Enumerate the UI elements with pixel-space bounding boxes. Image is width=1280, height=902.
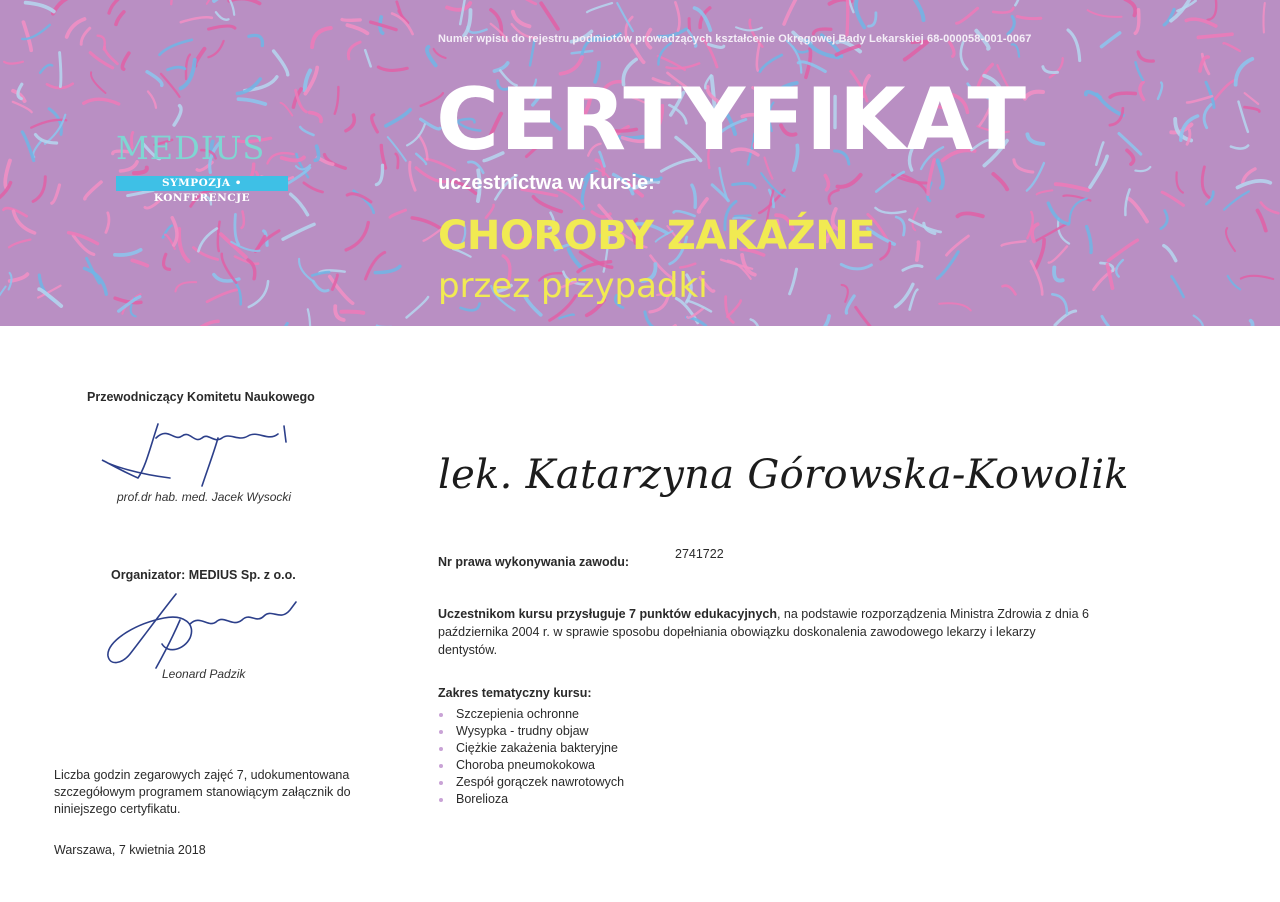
pattern-squiggle — [1162, 192, 1183, 205]
pattern-squiggle — [1231, 146, 1248, 149]
pattern-squiggle — [508, 0, 536, 4]
pattern-squiggle — [221, 234, 246, 257]
pattern-squiggle — [346, 223, 368, 250]
registry-number: Numer wpisu do rejestru podmiotów prowadzących kształcenie Okręgowej Bady Lekarskiej 68-000058-001-0067 — [438, 33, 1032, 45]
pattern-squiggle — [910, 290, 918, 310]
list-item: Choroba pneumokokowa — [438, 757, 624, 774]
pattern-squiggle — [0, 287, 6, 318]
pattern-squiggle — [4, 62, 23, 64]
pattern-squiggle — [348, 42, 360, 59]
pattern-squiggle — [1043, 67, 1058, 73]
pattern-squiggle — [239, 99, 266, 104]
pattern-squiggle — [460, 0, 466, 24]
pattern-squiggle — [181, 17, 212, 22]
list-item: Ciężkie zakażenia bakteryjne — [438, 740, 624, 757]
pattern-squiggle — [842, 285, 848, 302]
pattern-squiggle — [787, 41, 801, 73]
pattern-squiggle — [341, 312, 363, 313]
pattern-squiggle — [1245, 93, 1259, 104]
pattern-squiggle — [342, 20, 360, 21]
pattern-squiggle — [1194, 316, 1204, 326]
pattern-squiggle — [1055, 311, 1076, 325]
pattern-squiggle — [1008, 16, 1014, 34]
pattern-squiggle — [1037, 190, 1053, 194]
medius-logo — [116, 128, 296, 204]
pattern-squiggle — [541, 3, 558, 29]
organizer-signature — [104, 584, 304, 670]
pattern-squiggle — [310, 113, 321, 122]
pattern-squiggle — [377, 326, 392, 327]
pattern-squiggle — [1161, 211, 1167, 229]
pattern-squiggle — [84, 99, 119, 104]
pattern-squiggle — [939, 303, 971, 310]
pattern-squiggle — [856, 307, 874, 326]
pattern-squiggle — [559, 315, 574, 319]
topics-list — [438, 706, 624, 808]
pattern-squiggle — [209, 26, 235, 29]
pattern-squiggle — [957, 8, 978, 23]
pattern-squiggle — [958, 213, 983, 216]
pattern-squiggle — [91, 72, 106, 93]
pattern-squiggle — [829, 190, 839, 203]
pattern-squiggle — [1069, 199, 1086, 224]
pattern-squiggle — [1176, 172, 1182, 192]
pattern-squiggle — [1258, 211, 1266, 231]
organizer-name: Leonard Padzik — [162, 667, 246, 681]
pattern-squiggle — [1263, 3, 1264, 33]
pattern-squiggle — [1017, 16, 1041, 18]
pattern-squiggle — [40, 65, 52, 73]
course-subtitle: przez przypadki — [438, 266, 708, 306]
pattern-squiggle — [172, 218, 177, 245]
pattern-squiggle — [98, 36, 105, 50]
pattern-squiggle — [85, 268, 107, 294]
pattern-squiggle — [218, 222, 220, 251]
pattern-squiggle — [1003, 286, 1016, 295]
pattern-squiggle — [1054, 268, 1063, 281]
pattern-squiggle — [372, 115, 378, 132]
pattern-squiggle — [675, 2, 679, 30]
pattern-squiggle — [847, 0, 848, 35]
pattern-squiggle — [219, 0, 234, 15]
pattern-squiggle — [1049, 246, 1067, 262]
pattern-squiggle — [876, 172, 904, 192]
committee-name: prof.dr hab. med. Jacek Wysocki — [117, 490, 292, 504]
list-item: Wysypka - trudny objaw — [438, 723, 624, 740]
pattern-squiggle — [1138, 52, 1153, 61]
pattern-squiggle — [645, 312, 657, 326]
pattern-squiggle — [132, 260, 147, 265]
pattern-squiggle — [1140, 82, 1144, 99]
pattern-squiggle — [234, 281, 241, 304]
pattern-squiggle — [371, 22, 397, 30]
pattern-squiggle — [148, 92, 156, 108]
pattern-squiggle — [875, 208, 905, 213]
pattern-squiggle — [784, 0, 799, 24]
logo-tagline: SYMPOZJA • KONFERENCJE — [116, 176, 288, 191]
pattern-squiggle — [216, 12, 229, 20]
pattern-squiggle — [300, 127, 313, 135]
pattern-squiggle — [410, 162, 415, 190]
pattern-squiggle — [312, 272, 329, 275]
pattern-squiggle — [1086, 92, 1100, 97]
pattern-squiggle — [26, 3, 54, 12]
pattern-squiggle — [33, 140, 41, 157]
pattern-squiggle — [727, 301, 740, 317]
pattern-squiggle — [198, 229, 216, 252]
pattern-squiggle — [313, 281, 328, 291]
pattern-squiggle — [790, 269, 797, 294]
pattern-squiggle — [1108, 240, 1137, 260]
pattern-squiggle — [160, 40, 192, 55]
pattern-squiggle — [222, 254, 236, 283]
pattern-squiggle — [1172, 276, 1184, 297]
pattern-squiggle — [1002, 241, 1026, 245]
pattern-squiggle — [1052, 294, 1067, 313]
points-statement-rest: , na podstawie rozporządzenia Ministra Zdrowia z dnia 6 października 2004 r. w sprawie sposobu dopełniania obowiązku doskonalenia zawodowego lekarzy i lekarzy dentystów. — [438, 607, 1089, 657]
pattern-squiggle — [116, 12, 124, 24]
pattern-squiggle — [1127, 150, 1134, 164]
license-number: 2741722 — [675, 547, 724, 561]
certificate-subtitle: uczestnictwa w kursie: — [438, 172, 655, 194]
pattern-squiggle — [23, 22, 31, 50]
pattern-squiggle — [817, 316, 829, 326]
pattern-squiggle — [1136, 62, 1143, 80]
pattern-squiggle — [1158, 83, 1162, 99]
pattern-squiggle — [1032, 224, 1038, 241]
pattern-squiggle — [308, 309, 310, 326]
pattern-squiggle — [176, 282, 197, 291]
pattern-squiggle — [1186, 19, 1216, 26]
pattern-squiggle — [335, 87, 339, 114]
pattern-squiggle — [168, 67, 185, 70]
pattern-squiggle — [757, 44, 760, 71]
pattern-squiggle — [1110, 93, 1135, 97]
pattern-squiggle — [200, 321, 218, 326]
points-statement-bold: Uczestnikom kursu przysługuje 7 punktów edukacyjnych — [438, 607, 777, 621]
pattern-squiggle — [1025, 92, 1043, 99]
pattern-squiggle — [1245, 107, 1260, 111]
pattern-squiggle — [1164, 246, 1176, 261]
pattern-squiggle — [238, 79, 261, 94]
organizer-heading: Organizator: MEDIUS Sp. z o.o. — [111, 568, 296, 582]
pattern-squiggle — [194, 248, 218, 260]
pattern-squiggle — [376, 165, 382, 184]
pattern-squiggle — [249, 281, 268, 307]
pattern-squiggle — [1202, 167, 1209, 198]
pattern-squiggle — [434, 49, 446, 58]
committee-signature — [98, 408, 308, 490]
logo-name: MEDIUS — [116, 129, 266, 167]
pattern-squiggle — [733, 183, 756, 187]
pattern-squiggle — [856, 1, 865, 28]
pattern-squiggle — [81, 28, 90, 44]
pattern-squiggle — [1050, 58, 1063, 77]
pattern-squiggle — [13, 102, 32, 112]
pattern-squiggle — [365, 50, 371, 66]
hours-note: Liczba godzin zegarowych zajęć 7, udokumentowana szczegółowym programem stanowiącym załącznik do niniejszego certyfikatu. — [54, 768, 351, 816]
certificate-banner — [0, 0, 1280, 326]
pattern-squiggle — [249, 35, 263, 45]
pattern-squiggle — [161, 74, 180, 97]
pattern-squiggle — [825, 176, 828, 190]
pattern-squiggle — [346, 115, 354, 131]
pattern-squiggle — [195, 49, 204, 66]
committee-heading: Przewodniczący Komitetu Naukowego — [87, 390, 315, 404]
pattern-squiggle — [105, 47, 118, 64]
pattern-squiggle — [1236, 59, 1253, 85]
pattern-squiggle — [207, 290, 237, 302]
pattern-squiggle — [378, 67, 407, 70]
pattern-squiggle — [164, 254, 170, 269]
pattern-squiggle — [1015, 0, 1020, 5]
pattern-squiggle — [304, 183, 323, 192]
pattern-squiggle — [838, 175, 861, 187]
topics-heading: Zakres tematyczny kursu: — [438, 686, 592, 700]
pattern-squiggle — [961, 42, 968, 69]
pattern-squiggle — [390, 210, 406, 217]
pattern-squiggle — [513, 12, 530, 26]
pattern-squiggle — [1125, 0, 1135, 15]
pattern-squiggle — [447, 3, 470, 10]
pattern-squiggle — [468, 27, 487, 33]
pattern-squiggle — [1135, 167, 1150, 171]
pattern-squiggle — [1226, 228, 1235, 251]
pattern-squiggle — [60, 53, 61, 87]
pattern-squiggle — [22, 132, 33, 161]
pattern-squiggle — [909, 0, 923, 20]
pattern-squiggle — [993, 8, 1013, 13]
pattern-squiggle — [692, 185, 695, 207]
list-item: Zespół gorączek nawrotowych — [438, 774, 624, 791]
pattern-squiggle — [1087, 227, 1092, 253]
pattern-squiggle — [52, 185, 60, 203]
pattern-squiggle — [869, 13, 876, 26]
course-title: CHOROBY ZAKAŹNE — [438, 213, 876, 259]
pattern-squiggle — [347, 25, 367, 33]
pattern-squiggle — [1224, 191, 1249, 209]
pattern-squiggle — [1125, 189, 1129, 215]
pattern-squiggle — [407, 297, 429, 318]
pattern-squiggle — [109, 0, 131, 13]
pattern-squiggle — [1128, 198, 1148, 222]
pattern-squiggle — [366, 252, 385, 279]
participant-name: lek. Katarzyna Górowska-Kowolik — [438, 452, 1129, 498]
pattern-squiggle — [903, 266, 922, 271]
pattern-squiggle — [1027, 163, 1044, 191]
pattern-squiggle — [937, 252, 958, 279]
pattern-squiggle — [1187, 96, 1212, 102]
pattern-squiggle — [375, 266, 400, 272]
pattern-squiggle — [9, 240, 30, 248]
pattern-squiggle — [235, 214, 239, 244]
pattern-squiggle — [67, 19, 85, 37]
pattern-squiggle — [881, 243, 890, 259]
pattern-squiggle — [1208, 1, 1217, 20]
pattern-squiggle — [69, 233, 98, 244]
license-label: Nr prawa wykonywania zawodu: — [438, 555, 630, 569]
pattern-squiggle — [122, 53, 128, 69]
pattern-squiggle — [242, 212, 244, 228]
pattern-squiggle — [587, 3, 612, 12]
pattern-squiggle — [1048, 203, 1068, 224]
pattern-squiggle — [1035, 240, 1044, 270]
pattern-squiggle — [208, 41, 223, 57]
pattern-squiggle — [699, 199, 707, 212]
pattern-squiggle — [1116, 260, 1123, 277]
points-statement — [438, 605, 1098, 659]
pattern-squiggle — [1228, 276, 1240, 290]
pattern-squiggle — [1096, 143, 1103, 165]
pattern-squiggle — [170, 0, 172, 4]
pattern-squiggle — [386, 110, 410, 126]
pattern-squiggle — [53, 0, 83, 14]
pattern-squiggle — [736, 27, 762, 30]
pattern-squiggle — [282, 324, 288, 327]
pattern-squiggle — [1012, 44, 1019, 56]
pattern-squiggle — [115, 250, 141, 255]
pattern-squiggle — [751, 319, 761, 326]
pattern-squiggle — [726, 297, 734, 323]
pattern-squiggle — [283, 224, 314, 239]
pattern-squiggle — [1249, 321, 1252, 326]
place-and-date: Warszawa, 7 kwietnia 2018 — [54, 843, 206, 857]
pattern-squiggle — [841, 264, 871, 269]
pattern-squiggle — [229, 0, 259, 4]
pattern-squiggle — [1261, 203, 1278, 214]
pattern-squiggle — [347, 194, 371, 202]
pattern-squiggle — [917, 242, 919, 260]
pattern-squiggle — [1187, 130, 1190, 144]
pattern-squiggle — [913, 208, 918, 230]
pattern-squiggle — [896, 217, 904, 235]
pattern-squiggle — [147, 72, 162, 86]
pattern-squiggle — [274, 51, 288, 75]
pattern-squiggle — [106, 213, 109, 233]
pattern-squiggle — [1241, 276, 1273, 279]
pattern-squiggle — [1215, 80, 1236, 99]
pattern-squiggle — [281, 103, 293, 116]
pattern-squiggle — [299, 259, 314, 282]
pattern-squiggle — [181, 60, 195, 89]
certificate-title: CERTYFIKAT — [436, 70, 1028, 170]
pattern-squiggle — [1056, 184, 1088, 190]
pattern-squiggle — [1027, 134, 1043, 144]
pattern-squiggle — [1088, 10, 1122, 17]
pattern-squiggle — [312, 28, 331, 47]
pattern-squiggle — [186, 55, 190, 79]
pattern-squiggle — [1102, 316, 1121, 326]
pattern-squiggle — [33, 177, 45, 202]
pattern-squiggle — [396, 154, 398, 168]
pattern-squiggle — [174, 106, 181, 125]
pattern-squiggle — [179, 229, 188, 261]
pattern-squiggle — [85, 182, 101, 199]
list-item: Szczepienia ochronne — [438, 706, 624, 723]
pattern-squiggle — [993, 174, 1007, 189]
list-item: Borelioza — [438, 791, 624, 808]
pattern-squiggle — [533, 197, 561, 212]
pattern-squiggle — [1204, 105, 1211, 128]
